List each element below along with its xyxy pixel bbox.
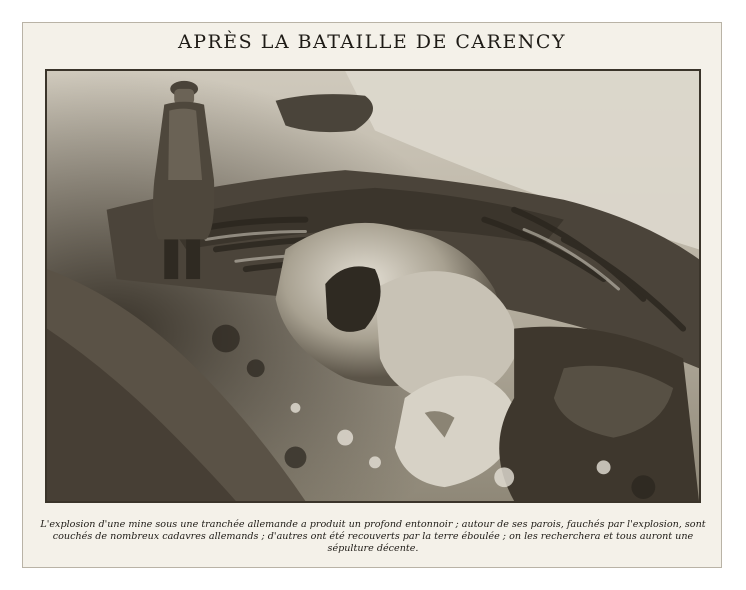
photo-illustration <box>47 71 699 501</box>
page-sheet <box>22 22 722 568</box>
battlefield-photograph <box>45 69 701 503</box>
photo-caption: L'explosion d'une mine sous une tranchée allemande a produit un profond entonnoir ; autour de ses parois, fauchés par l'explosion, sont couchés de nombreux cadavres allemands ; d'autres ont été recouverts par la terre éboulée ; on les recherchera et tous auront une sépulture décente. <box>40 519 706 554</box>
page-title: APRÈS LA BATAILLE DE CARENCY <box>177 31 567 53</box>
